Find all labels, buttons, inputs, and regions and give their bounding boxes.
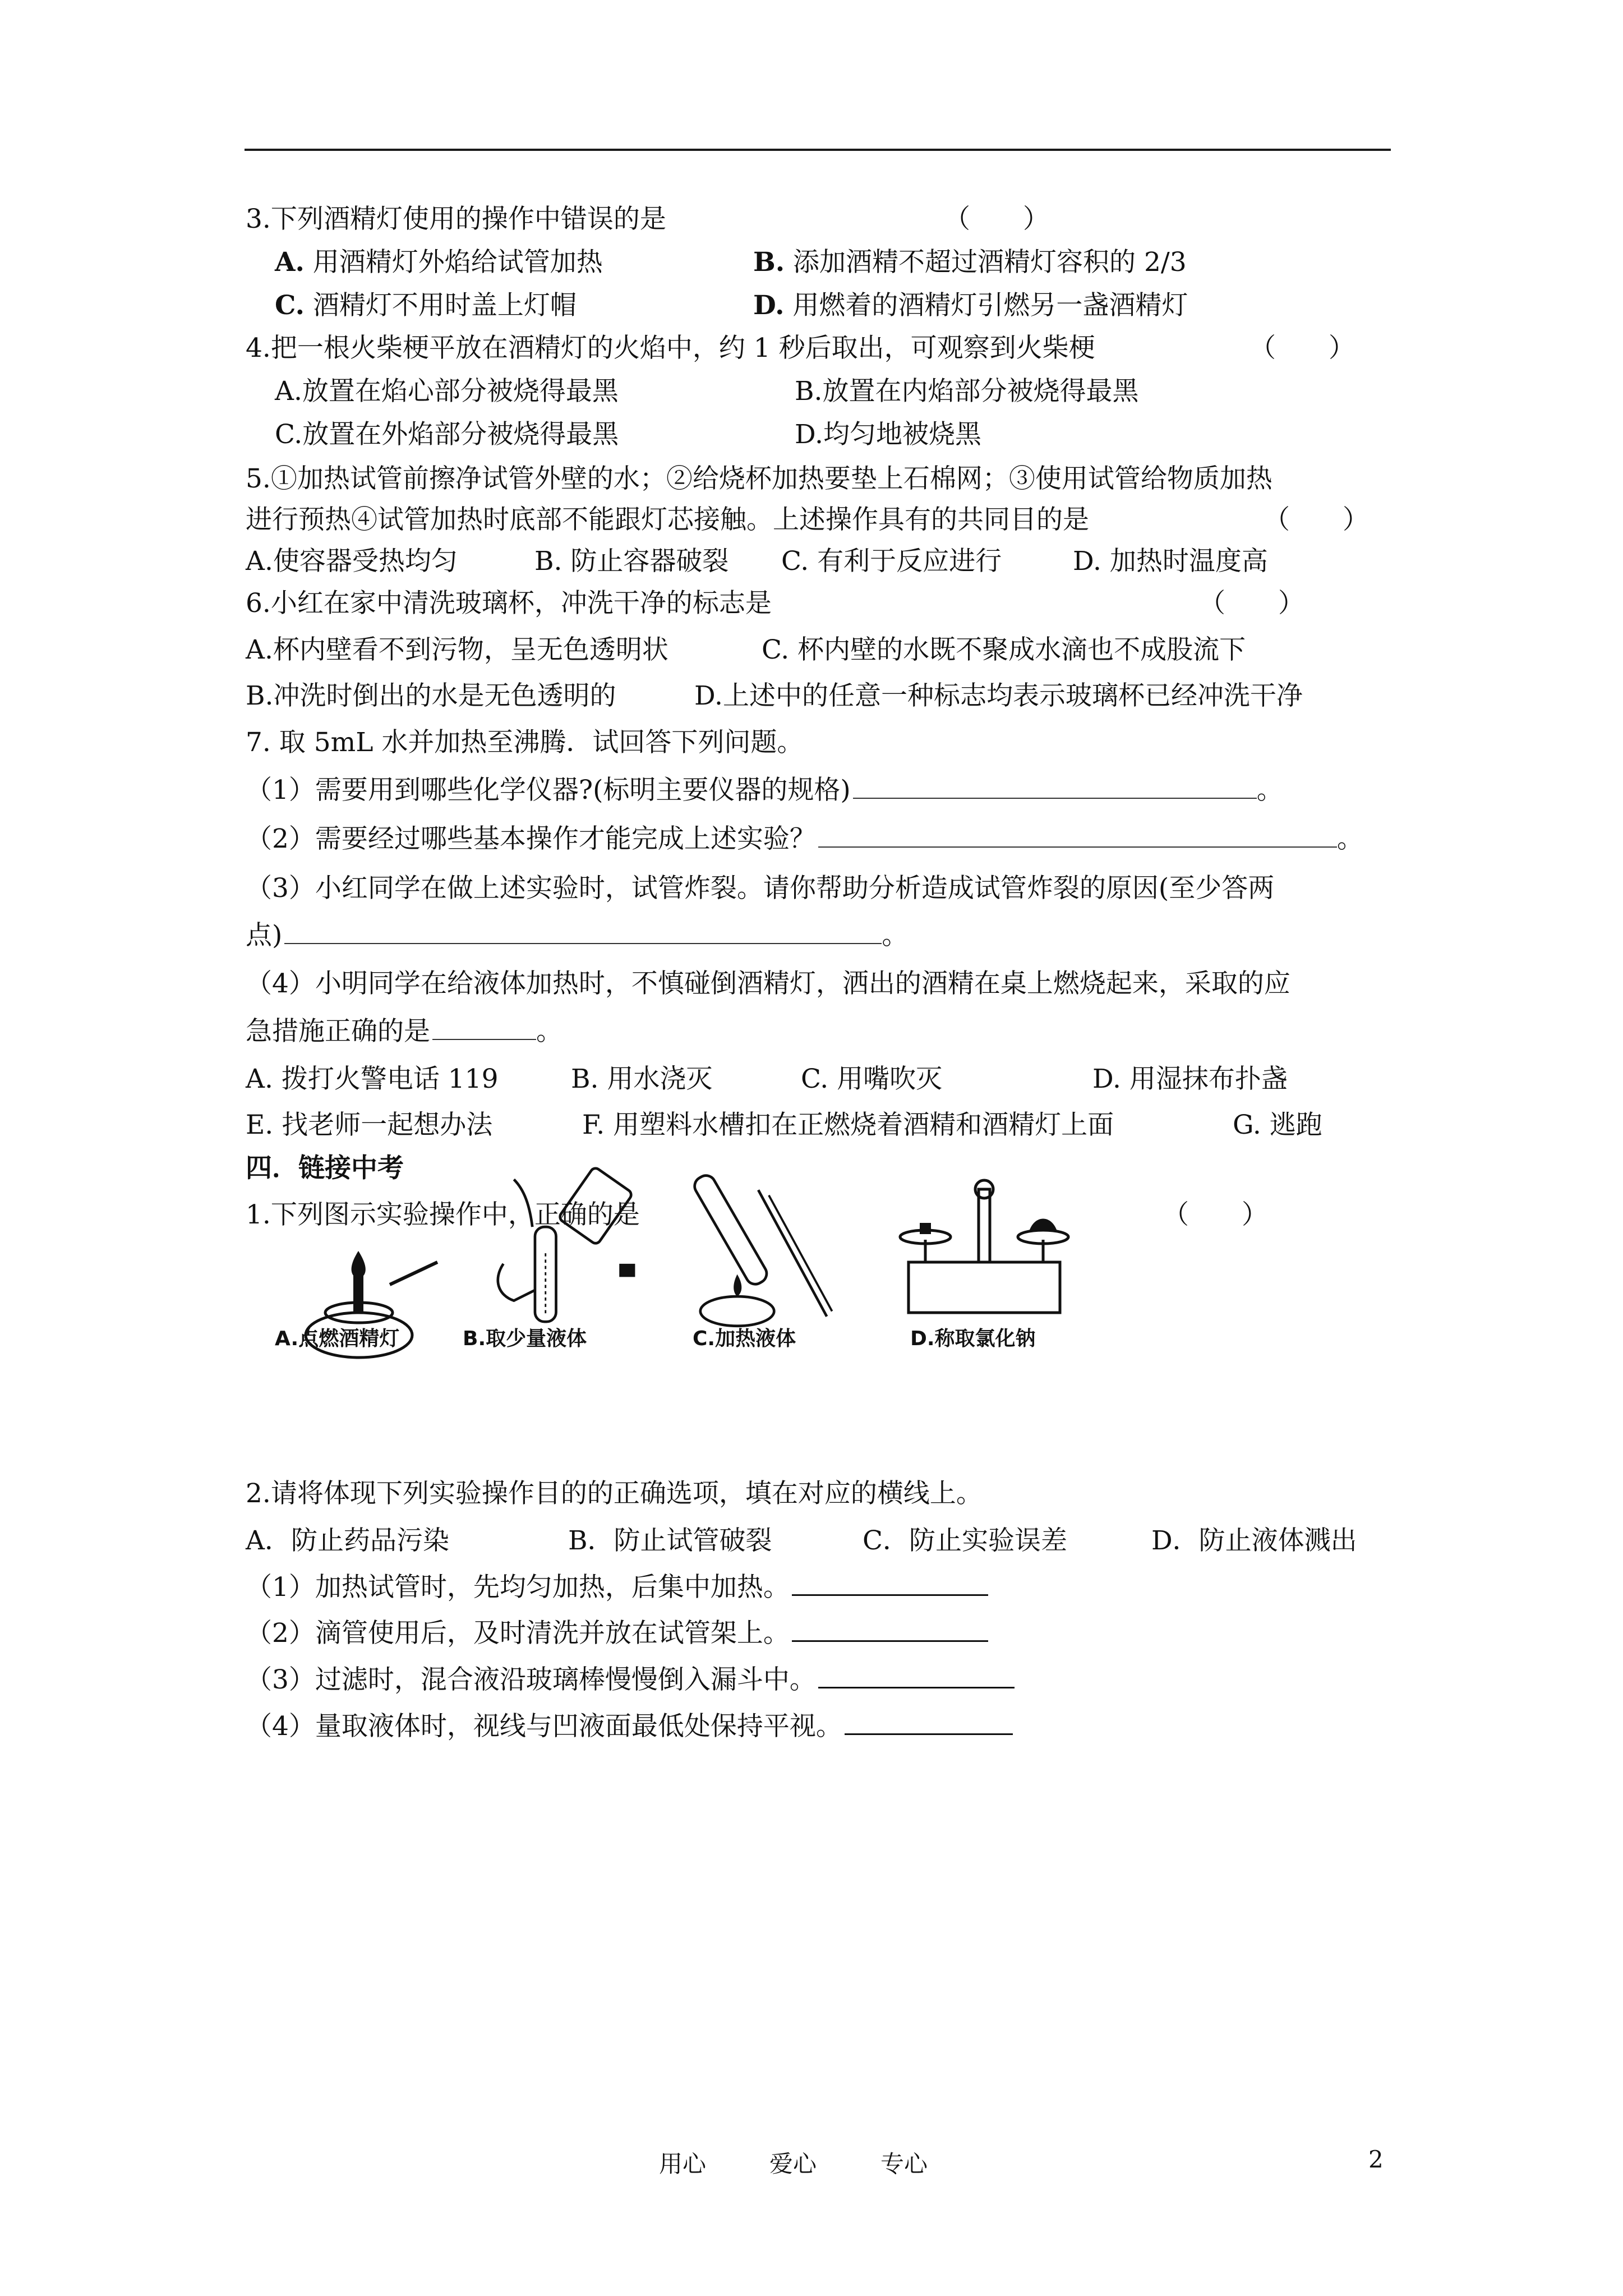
figure-b-taking-liquid xyxy=(477,1158,662,1332)
header-rule xyxy=(245,149,1391,151)
q3-option-b: 添加酒精不超过酒精灯容积的 2/3 xyxy=(793,247,1187,278)
q9-part2-text: （2）滴管使用后，及时清洗并放在试管架上。 xyxy=(246,1618,790,1649)
q7-stem: 7. 取 5mL 水并加热至沸腾．试回答下列问题。 xyxy=(246,727,804,758)
q9-part1-blank[interactable] xyxy=(792,1570,988,1596)
q9-option-b: B．防止试管破裂 xyxy=(568,1525,772,1556)
q4-option-d: D.均匀地被烧黑 xyxy=(795,419,981,450)
q7-option-g: G. 逃跑 xyxy=(1233,1110,1322,1140)
q7-option-c: C. 用嘴吹灭 xyxy=(801,1064,943,1094)
q5-line1: 5.①加热试管前擦净试管外壁的水；②给烧杯加热要垫上石棉网；③使用试管给物质加热 xyxy=(246,463,1272,494)
q7-part4-period: 。 xyxy=(536,1016,562,1047)
q7-part4-line2 xyxy=(246,1014,1401,1049)
q9-part4 xyxy=(246,1709,1401,1744)
q7-option-f: F. 用塑料水槽扣在正燃烧着酒精和酒精灯上面 xyxy=(582,1110,1114,1140)
q3-c-letter: C. xyxy=(275,290,305,321)
q9-part4-text: （4）量取液体时，视线与凹液面最低处保持平视。 xyxy=(246,1711,842,1742)
q4-option-b: B.放置在内焰部分被烧得最黑 xyxy=(795,376,1139,407)
q7-part2-period: 。 xyxy=(1336,823,1363,854)
q5-option-d: D. 加热时温度高 xyxy=(1073,546,1268,577)
q5-option-a: A.使容器受热均匀 xyxy=(246,546,458,577)
q9-part1-text: （1）加热试管时，先均匀加热，后集中加热。 xyxy=(246,1572,790,1603)
q7-part4-line1: （4）小明同学在给液体加热时，不慎碰倒酒精灯，洒出的酒精在桌上燃烧起来，采取的应 xyxy=(246,968,1290,999)
q4-paren: （ ） xyxy=(1249,333,1355,364)
q4-options-cd xyxy=(275,417,1430,452)
caption-b: B.取少量液体 xyxy=(463,1327,587,1350)
q9-part3-blank[interactable] xyxy=(818,1662,1015,1688)
q6-stem-line xyxy=(246,586,1401,621)
section4-title: 四．链接中考 xyxy=(246,1153,404,1184)
test-tube-pouring-drawing xyxy=(477,1158,662,1332)
q5-line2-row xyxy=(246,503,1401,537)
caption-d: D.称取氯化钠 xyxy=(910,1327,1036,1350)
figure-c-heating-liquid xyxy=(684,1158,869,1332)
q7-part3-period: 。 xyxy=(882,920,909,951)
q4-option-c: C.放置在外焰部分被烧得最黑 xyxy=(275,419,619,450)
q7-part2 xyxy=(246,822,1401,857)
q5-line2: 进行预热④试管加热时底部不能跟灯芯接触。上述操作具有的共同目的是 xyxy=(246,504,1089,535)
q4-options-ab xyxy=(275,374,1430,409)
q4-stem-line xyxy=(246,331,1401,366)
q3-b-letter: B. xyxy=(753,247,785,278)
q7-option-d: D. 用湿抹布扑盏 xyxy=(1092,1064,1288,1094)
q3-stem-line xyxy=(246,202,1401,237)
q7-part3-text: 点) xyxy=(246,920,283,951)
figure-a-lighting-alcohol-lamp xyxy=(297,1220,482,1394)
q4-stem: 4.把一根火柴梗平放在酒精灯的火焰中，约 1 秒后取出，可观察到火柴梗 xyxy=(246,333,1095,364)
q6-option-d: D.上述中的任意一种标志均表示玻璃杯已经冲洗干净 xyxy=(694,680,1303,711)
q3-option-d: 用燃着的酒精灯引燃另一盏酒精灯 xyxy=(792,290,1188,321)
q7-option-b: B. 用水浇灭 xyxy=(571,1064,713,1094)
q7-part4-text: 急措施正确的是 xyxy=(246,1016,430,1047)
footer-text-2: 爱心 xyxy=(769,2150,817,2178)
q7-part1-period: 。 xyxy=(1256,775,1283,806)
q9-part2 xyxy=(246,1616,1401,1651)
q3-d-letter: D. xyxy=(753,290,785,321)
q7-part1 xyxy=(246,773,1401,808)
q9-stem: 2.请将体现下列实验操作目的的正确选项，填在对应的横线上。 xyxy=(246,1478,983,1509)
q9-part3-text: （3）过滤时，混合液沿玻璃棒慢慢倒入漏斗中。 xyxy=(246,1664,816,1695)
q7-part1-blank[interactable] xyxy=(853,775,1257,799)
q8-stem: 1.下列图示实验操作中，正确的是 xyxy=(246,1199,640,1230)
q7-option-a: A. 拨打火警电话 119 xyxy=(246,1064,499,1094)
q7-part2-blank[interactable] xyxy=(818,824,1337,848)
q8-paren: （ ） xyxy=(1163,1199,1268,1230)
q9-option-a: A．防止药品污染 xyxy=(246,1525,449,1556)
q6-option-b: B.冲洗时倒出的水是无色透明的 xyxy=(246,680,616,711)
q9-part1 xyxy=(246,1570,1401,1605)
q5-paren: （ ） xyxy=(1264,504,1369,535)
q6-option-c: C. 杯内壁的水既不聚成水滴也不成股流下 xyxy=(762,634,1246,665)
figure-d-weighing-nacl xyxy=(892,1164,1077,1338)
q9-part2-blank[interactable] xyxy=(792,1616,988,1642)
q6-option-a: A.杯内壁看不到污物，呈无色透明状 xyxy=(246,634,668,665)
q7-part3-line2 xyxy=(246,918,1401,953)
balance-drawing xyxy=(892,1164,1077,1338)
q6-stem: 6.小红在家中清洗玻璃杯，冲洗干净的标志是 xyxy=(246,588,772,619)
page-number: 2 xyxy=(1368,2146,1384,2173)
footer-text-3: 专心 xyxy=(880,2150,928,2178)
q5-option-c: C. 有利于反应进行 xyxy=(781,546,1002,577)
q7-part2-text: （2）需要经过哪些基本操作才能完成上述实验？ xyxy=(246,823,816,854)
q7-part4-blank[interactable] xyxy=(432,1016,536,1040)
q7-part3-line1: （3）小红同学在做上述实验时，试管炸裂。请你帮助分析造成试管炸裂的原因(至少答两 xyxy=(246,873,1275,904)
q9-option-d: D．防止液体溅出 xyxy=(1151,1525,1357,1556)
q9-part3 xyxy=(246,1662,1401,1697)
q5-option-b: B. 防止容器破裂 xyxy=(534,546,729,577)
q9-part4-blank[interactable] xyxy=(845,1709,1013,1735)
q3-stem: 3.下列酒精灯使用的操作中错误的是 xyxy=(246,204,666,234)
q4-option-a: A.放置在焰心部分被烧得最黑 xyxy=(275,376,619,407)
q7-part3-blank[interactable] xyxy=(284,921,882,944)
q3-option-c: 酒精灯不用时盖上灯帽 xyxy=(312,290,577,321)
q9-option-c: C．防止实验误差 xyxy=(863,1525,1067,1556)
q6-paren: （ ） xyxy=(1199,588,1304,619)
caption-c: C.加热液体 xyxy=(693,1327,796,1350)
q3-options-cd xyxy=(275,288,1430,323)
q3-options-ab xyxy=(275,245,1430,280)
footer-text-1: 用心 xyxy=(659,2150,707,2178)
heating-tube-drawing xyxy=(684,1158,869,1332)
caption-a: A.点燃酒精灯 xyxy=(275,1327,400,1350)
q3-paren: （ ） xyxy=(944,204,1049,234)
q3-a-letter: A. xyxy=(275,247,305,278)
q7-part1-text: （1）需要用到哪些化学仪器?(标明主要仪器的规格) xyxy=(246,775,851,806)
q7-option-e: E. 找老师一起想办法 xyxy=(246,1110,493,1140)
alcohol-lamp-drawing xyxy=(297,1220,482,1394)
q3-option-a: 用酒精灯外焰给试管加热 xyxy=(312,247,603,278)
